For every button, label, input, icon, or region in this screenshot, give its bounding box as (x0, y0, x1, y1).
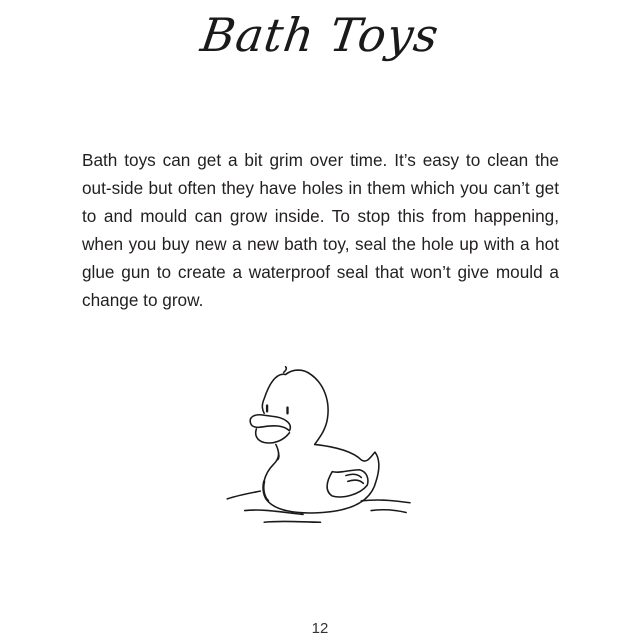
body-paragraph: Bath toys can get a bit grim over time. It’s easy to clean the out-side but often they have holes in them which you can’t get to and mould can grow inside. To stop this from happening, when you buy new a new bath toy, seal the hole up with a hot glue gun to create a waterproof seal that won’t give mould a change to grow. (82, 150, 559, 310)
page-title: Bath Toys (197, 8, 443, 62)
rubber-duck-illustration (225, 355, 420, 530)
page-number: 12 (311, 620, 329, 637)
